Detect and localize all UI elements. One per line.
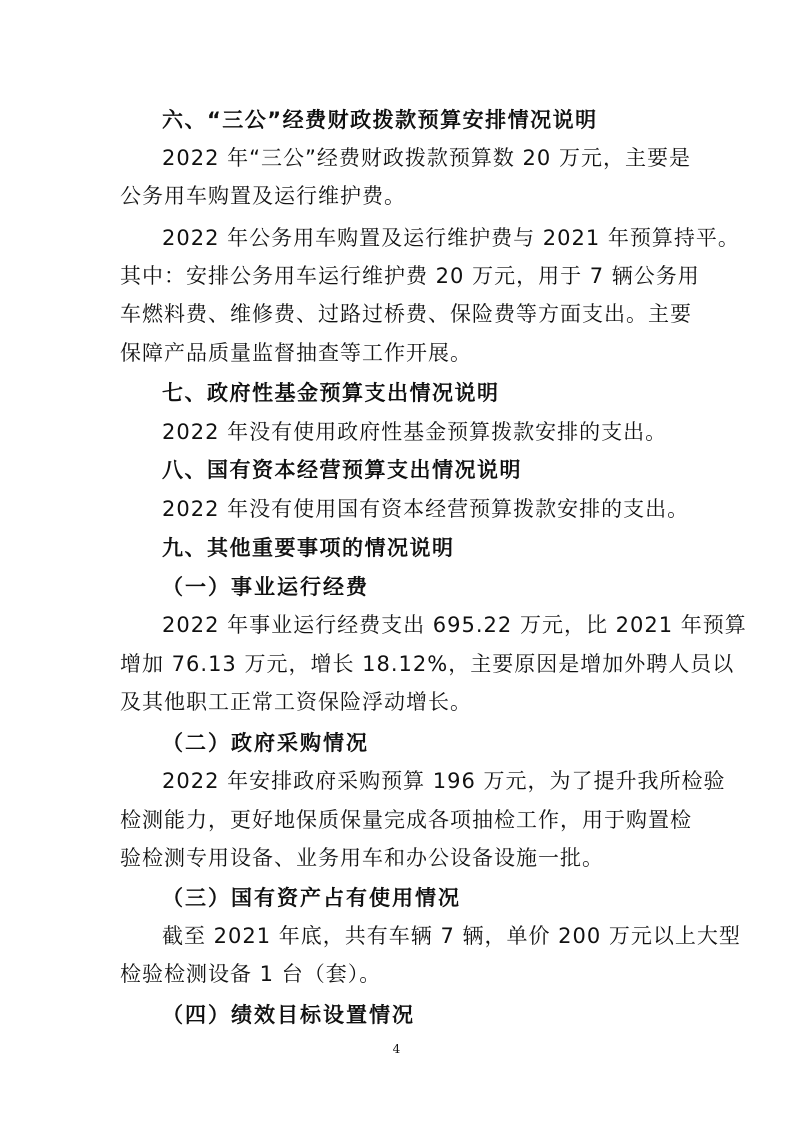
subsection-2-line-2: 检测能力，更好地保质保量完成各项抽检工作，用于购置检 [120,808,692,832]
subsection-3-line-1: 截至 2021 年底，共有车辆 7 辆，单价 200 万元以上大型 [162,924,741,948]
section-6-paragraph-1-line-1: 2022 年“三公”经费财政拨款预算数 20 万元，主要是 [162,146,691,170]
section-8-paragraph-1: 2022 年没有使用国有资本经营预算拨款安排的支出。 [162,497,690,521]
subsection-3-line-2: 检验检测设备 1 台（套）。 [120,962,382,986]
subsection-1-line-1: 2022 年事业运行经费支出 695.22 万元，比 2021 年预算 [162,613,747,637]
section-9-heading: 九、其他重要事项的情况说明 [162,536,455,560]
section-6-paragraph-2-line-1: 2022 年公务用车购置及运行维护费与 2021 年预算持平。 [162,226,740,250]
section-8-heading: 八、国有资本经营预算支出情况说明 [162,458,522,482]
section-6-paragraph-2-line-3: 车燃料费、维修费、过路过桥费、保险费等方面支出。主要 [120,302,692,326]
section-6-paragraph-1-line-2: 公务用车购置及运行维护费。 [120,184,406,208]
subsection-4-heading: （四）绩效目标设置情况 [162,1003,415,1027]
subsection-2-line-1: 2022 年安排政府采购预算 196 万元，为了提升我所检验 [162,769,726,793]
subsection-3-heading: （三）国有资产占有使用情况 [162,886,461,910]
section-6-heading: 六、“三公”经费财政拨款预算安排情况说明 [162,108,598,132]
page-number: 4 [392,1042,401,1056]
subsection-2-heading: （二）政府采购情况 [162,731,369,755]
section-6-paragraph-2-line-2: 其中：安排公务用车运行维护费 20 万元，用于 7 辆公务用 [120,264,700,288]
section-7-paragraph-1: 2022 年没有使用政府性基金预算拨款安排的支出。 [162,420,668,444]
subsection-2-line-3: 验检测专用设备、业务用车和办公设备设施一批。 [120,846,604,870]
subsection-1-line-3: 及其他职工正常工资保险浮动增长。 [120,690,472,714]
subsection-1-heading: （一）事业运行经费 [162,575,369,599]
section-6-paragraph-2-line-4: 保障产品质量监督抽查等工作开展。 [120,341,472,365]
section-7-heading: 七、政府性基金预算支出情况说明 [162,381,500,405]
subsection-1-line-2: 增加 76.13 万元，增长 18.12%，主要原因是增加外聘人员以 [120,652,735,676]
